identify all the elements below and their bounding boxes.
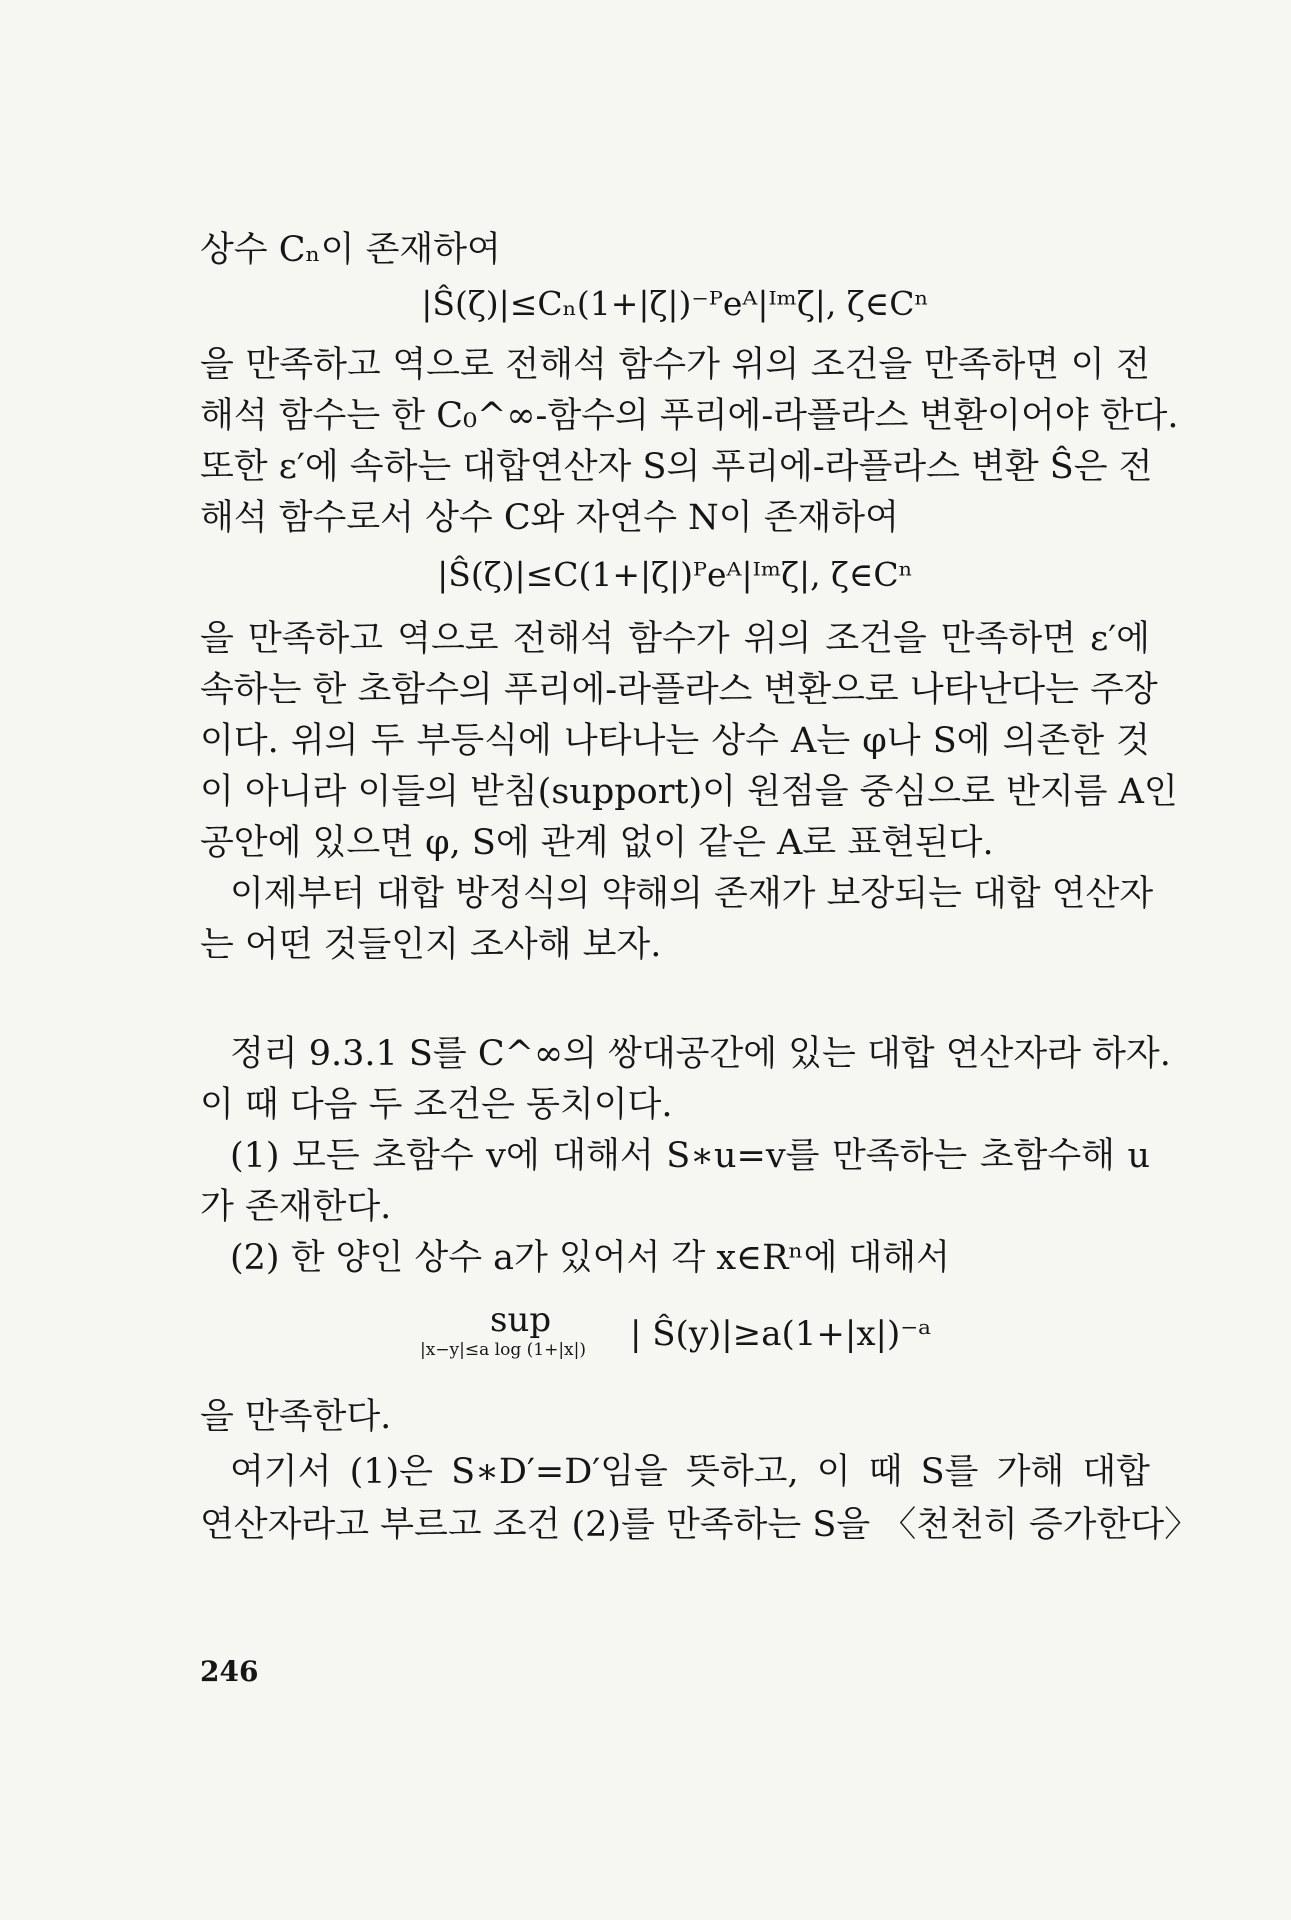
condition-1: (1) 모든 초함수 v에 대해서 S∗u=v를 만족하는 초함수해 u [230, 1136, 1150, 1176]
text-line: 상수 Cₙ이 존재하여 [200, 230, 501, 270]
text-line: 연산자라고 부르고 조건 (2)를 만족하는 S을 〈천천히 증가한다〉 [200, 1505, 1200, 1545]
text-line: 을 만족하고 역으로 전해석 함수가 위의 조건을 만족하면 ε′에 [200, 619, 1150, 659]
sup-operator: sup [490, 1300, 552, 1340]
text-line: 해석 함수는 한 C₀^∞-함수의 푸리에-라플라스 변환이어야 한다. [200, 396, 1179, 436]
equation-2: |Ŝ(ζ)|≤C(1+|ζ|)ᴾeᴬ|ᴵᵐζ|, ζ∈Cⁿ [437, 555, 913, 594]
text-line: 여기서 (1)은 S∗D′=D′임을 뜻하고, 이 때 S를 가해 대합 [230, 1452, 1150, 1492]
text-line: 이 아니라 이들의 받침(support)이 원점을 중심으로 반지름 A인 [200, 772, 1178, 812]
page-number: 246 [200, 1655, 259, 1688]
theorem-heading: 정리 9.3.1 S를 C^∞의 쌍대공간에 있는 대합 연산자라 하자. [230, 1034, 1171, 1074]
text-line: 는 어떤 것들인지 조사해 보자. [200, 925, 662, 965]
text-line: 가 존재한다. [200, 1187, 392, 1227]
text-line: 이제부터 대합 방정식의 약해의 존재가 보장되는 대합 연산자 [230, 874, 1154, 914]
text-line: 해석 함수로서 상수 C와 자연수 N이 존재하여 [200, 498, 899, 538]
text-line: 이다. 위의 두 부등식에 나타나는 상수 A는 φ나 S에 의존한 것 [200, 721, 1150, 761]
sup-inequality: | Ŝ(y)|≥a(1+|x|)⁻ᵃ [630, 1314, 932, 1354]
text-line: 속하는 한 초함수의 푸리에-라플라스 변환으로 나타난다는 주장 [200, 670, 1158, 710]
equation-1: |Ŝ(ζ)|≤Cₙ(1+|ζ|)⁻ᴾeᴬ|ᴵᵐζ|, ζ∈Cⁿ [421, 284, 929, 323]
text-line: 을 만족하고 역으로 전해석 함수가 위의 조건을 만족하면 이 전 [200, 345, 1150, 385]
condition-2: (2) 한 양인 상수 a가 있어서 각 x∈Rⁿ에 대해서 [230, 1238, 950, 1278]
sup-subscript: |x−y|≤a log (1+|x|) [420, 1340, 586, 1360]
text-line: 또한 ε′에 속하는 대합연산자 S의 푸리에-라플라스 변환 Ŝ은 전 [200, 447, 1153, 487]
text-line: 공안에 있으면 φ, S에 관계 없이 같은 A로 표현된다. [200, 823, 994, 863]
text-line: 이 때 다음 두 조건은 동치이다. [200, 1085, 673, 1125]
text-line: 을 만족한다. [200, 1397, 392, 1437]
sup-equation [420, 1300, 1020, 1380]
